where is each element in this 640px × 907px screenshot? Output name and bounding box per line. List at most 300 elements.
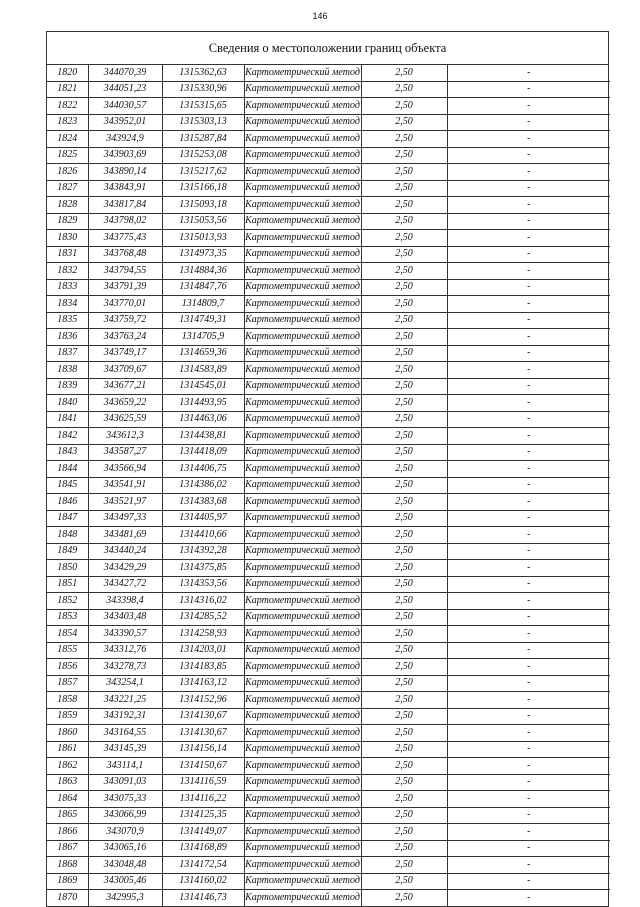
- y-coordinate-cell: 1314172,54: [162, 857, 244, 874]
- x-coordinate-cell: 343566,94: [88, 461, 162, 478]
- table-row: [47, 180, 610, 197]
- accuracy-cell: 2,50: [361, 642, 447, 659]
- method-cell: Картометрический метод: [244, 197, 361, 214]
- accuracy-cell: 2,50: [361, 378, 447, 395]
- method-cell: Картометрический метод: [244, 180, 361, 197]
- method-cell: Картометрический метод: [244, 659, 361, 676]
- x-coordinate-cell: 343398,4: [88, 593, 162, 610]
- y-coordinate-cell: 1314583,89: [162, 362, 244, 379]
- note-cell: -: [447, 147, 610, 164]
- x-coordinate-cell: 343427,72: [88, 576, 162, 593]
- note-cell: -: [447, 246, 610, 263]
- method-cell: Картометрический метод: [244, 230, 361, 247]
- point-number-cell: 1833: [47, 279, 88, 296]
- point-number-cell: 1841: [47, 411, 88, 428]
- accuracy-cell: 2,50: [361, 857, 447, 874]
- y-coordinate-cell: 1315362,63: [162, 65, 244, 81]
- method-cell: Картометрический метод: [244, 98, 361, 115]
- accuracy-cell: 2,50: [361, 131, 447, 148]
- note-cell: -: [447, 642, 610, 659]
- table-row: [47, 411, 610, 428]
- note-cell: -: [447, 609, 610, 626]
- note-cell: -: [447, 527, 610, 544]
- accuracy-cell: 2,50: [361, 725, 447, 742]
- note-cell: -: [447, 81, 610, 98]
- x-coordinate-cell: 343403,48: [88, 609, 162, 626]
- point-number-cell: 1865: [47, 807, 88, 824]
- point-number-cell: 1853: [47, 609, 88, 626]
- method-cell: Картометрический метод: [244, 147, 361, 164]
- table-row: [47, 65, 610, 81]
- note-cell: -: [447, 180, 610, 197]
- point-number-cell: 1828: [47, 197, 88, 214]
- method-cell: Картометрический метод: [244, 164, 361, 181]
- point-number-cell: 1829: [47, 213, 88, 230]
- point-number-cell: 1839: [47, 378, 88, 395]
- y-coordinate-cell: 1314116,22: [162, 791, 244, 808]
- y-coordinate-cell: 1314160,02: [162, 873, 244, 890]
- table-row: [47, 609, 610, 626]
- method-cell: Картометрический метод: [244, 296, 361, 313]
- y-coordinate-cell: 1314146,73: [162, 890, 244, 906]
- x-coordinate-cell: 343612,3: [88, 428, 162, 445]
- accuracy-cell: 2,50: [361, 362, 447, 379]
- method-cell: Картометрический метод: [244, 312, 361, 329]
- accuracy-cell: 2,50: [361, 659, 447, 676]
- note-cell: -: [447, 411, 610, 428]
- accuracy-cell: 2,50: [361, 246, 447, 263]
- x-coordinate-cell: 343709,67: [88, 362, 162, 379]
- point-number-cell: 1825: [47, 147, 88, 164]
- table-row: [47, 197, 610, 214]
- note-cell: -: [447, 758, 610, 775]
- y-coordinate-cell: 1314973,35: [162, 246, 244, 263]
- x-coordinate-cell: 343390,57: [88, 626, 162, 643]
- note-cell: -: [447, 164, 610, 181]
- point-number-cell: 1858: [47, 692, 88, 709]
- point-number-cell: 1823: [47, 114, 88, 131]
- table-row: [47, 296, 610, 313]
- y-coordinate-cell: 1314152,96: [162, 692, 244, 709]
- accuracy-cell: 2,50: [361, 197, 447, 214]
- accuracy-cell: 2,50: [361, 230, 447, 247]
- point-number-cell: 1852: [47, 593, 88, 610]
- y-coordinate-cell: 1314375,85: [162, 560, 244, 577]
- y-coordinate-cell: 1314203,01: [162, 642, 244, 659]
- point-number-cell: 1864: [47, 791, 88, 808]
- x-coordinate-cell: 343659,22: [88, 395, 162, 412]
- accuracy-cell: 2,50: [361, 345, 447, 362]
- accuracy-cell: 2,50: [361, 576, 447, 593]
- y-coordinate-cell: 1314847,76: [162, 279, 244, 296]
- table-row: [47, 659, 610, 676]
- x-coordinate-cell: 343770,01: [88, 296, 162, 313]
- table-row: [47, 444, 610, 461]
- table-row: [47, 131, 610, 148]
- x-coordinate-cell: 343312,76: [88, 642, 162, 659]
- x-coordinate-cell: 343625,59: [88, 411, 162, 428]
- accuracy-cell: 2,50: [361, 411, 447, 428]
- point-number-cell: 1821: [47, 81, 88, 98]
- note-cell: -: [447, 593, 610, 610]
- table-row: [47, 890, 610, 906]
- y-coordinate-cell: 1314353,56: [162, 576, 244, 593]
- point-number-cell: 1838: [47, 362, 88, 379]
- x-coordinate-cell: 343843,91: [88, 180, 162, 197]
- point-number-cell: 1835: [47, 312, 88, 329]
- table-row: [47, 741, 610, 758]
- y-coordinate-cell: 1314884,36: [162, 263, 244, 280]
- note-cell: -: [447, 345, 610, 362]
- accuracy-cell: 2,50: [361, 609, 447, 626]
- x-coordinate-cell: 343798,02: [88, 213, 162, 230]
- note-cell: -: [447, 213, 610, 230]
- y-coordinate-cell: 1314705,9: [162, 329, 244, 346]
- x-coordinate-cell: 343254,1: [88, 675, 162, 692]
- note-cell: -: [447, 197, 610, 214]
- y-coordinate-cell: 1314316,02: [162, 593, 244, 610]
- method-cell: Картометрический метод: [244, 675, 361, 692]
- accuracy-cell: 2,50: [361, 675, 447, 692]
- x-coordinate-cell: 343005,46: [88, 873, 162, 890]
- table-row: [47, 840, 610, 857]
- method-cell: Картометрический метод: [244, 378, 361, 395]
- method-cell: Картометрический метод: [244, 807, 361, 824]
- method-cell: Картометрический метод: [244, 642, 361, 659]
- x-coordinate-cell: 343749,17: [88, 345, 162, 362]
- note-cell: -: [447, 378, 610, 395]
- accuracy-cell: 2,50: [361, 807, 447, 824]
- point-number-cell: 1827: [47, 180, 88, 197]
- point-number-cell: 1866: [47, 824, 88, 841]
- point-number-cell: 1837: [47, 345, 88, 362]
- y-coordinate-cell: 1314156,14: [162, 741, 244, 758]
- y-coordinate-cell: 1314130,67: [162, 725, 244, 742]
- x-coordinate-cell: 343065,16: [88, 840, 162, 857]
- y-coordinate-cell: 1315315,65: [162, 98, 244, 115]
- accuracy-cell: 2,50: [361, 477, 447, 494]
- method-cell: Картометрический метод: [244, 114, 361, 131]
- y-coordinate-cell: 1314386,02: [162, 477, 244, 494]
- point-number-cell: 1834: [47, 296, 88, 313]
- note-cell: -: [447, 312, 610, 329]
- accuracy-cell: 2,50: [361, 560, 447, 577]
- table-row: [47, 230, 610, 247]
- note-cell: -: [447, 692, 610, 709]
- note-cell: -: [447, 296, 610, 313]
- accuracy-cell: 2,50: [361, 873, 447, 890]
- method-cell: Картометрический метод: [244, 345, 361, 362]
- method-cell: Картометрический метод: [244, 626, 361, 643]
- point-number-cell: 1847: [47, 510, 88, 527]
- accuracy-cell: 2,50: [361, 114, 447, 131]
- accuracy-cell: 2,50: [361, 890, 447, 906]
- table-row: [47, 725, 610, 742]
- method-cell: Картометрический метод: [244, 543, 361, 560]
- method-cell: Картометрический метод: [244, 725, 361, 742]
- note-cell: -: [447, 725, 610, 742]
- x-coordinate-cell: 343429,29: [88, 560, 162, 577]
- method-cell: Картометрический метод: [244, 65, 361, 81]
- note-cell: -: [447, 741, 610, 758]
- method-cell: Картометрический метод: [244, 477, 361, 494]
- note-cell: -: [447, 543, 610, 560]
- x-coordinate-cell: 343794,55: [88, 263, 162, 280]
- point-number-cell: 1840: [47, 395, 88, 412]
- table-row: [47, 560, 610, 577]
- y-coordinate-cell: 1315053,56: [162, 213, 244, 230]
- method-cell: Картометрический метод: [244, 510, 361, 527]
- note-cell: -: [447, 98, 610, 115]
- table-row: [47, 774, 610, 791]
- y-coordinate-cell: 1315013,93: [162, 230, 244, 247]
- y-coordinate-cell: 1314438,81: [162, 428, 244, 445]
- point-number-cell: 1843: [47, 444, 88, 461]
- method-cell: Картометрический метод: [244, 131, 361, 148]
- y-coordinate-cell: 1314406,75: [162, 461, 244, 478]
- y-coordinate-cell: 1315330,96: [162, 81, 244, 98]
- y-coordinate-cell: 1314163,12: [162, 675, 244, 692]
- table-row: [47, 461, 610, 478]
- x-coordinate-cell: 343070,9: [88, 824, 162, 841]
- table-row: [47, 576, 610, 593]
- accuracy-cell: 2,50: [361, 279, 447, 296]
- accuracy-cell: 2,50: [361, 527, 447, 544]
- table-row: [47, 279, 610, 296]
- note-cell: -: [447, 263, 610, 280]
- point-number-cell: 1868: [47, 857, 88, 874]
- table-row: [47, 147, 610, 164]
- method-cell: Картометрический метод: [244, 692, 361, 709]
- coordinates-table-body: [47, 65, 610, 906]
- table-row: [47, 543, 610, 560]
- accuracy-cell: 2,50: [361, 824, 447, 841]
- y-coordinate-cell: 1314493,95: [162, 395, 244, 412]
- x-coordinate-cell: 344051,23: [88, 81, 162, 98]
- y-coordinate-cell: 1314392,28: [162, 543, 244, 560]
- method-cell: Картометрический метод: [244, 444, 361, 461]
- x-coordinate-cell: 343066,99: [88, 807, 162, 824]
- x-coordinate-cell: 343192,31: [88, 708, 162, 725]
- x-coordinate-cell: 343587,27: [88, 444, 162, 461]
- note-cell: -: [447, 824, 610, 841]
- y-coordinate-cell: 1314463,06: [162, 411, 244, 428]
- x-coordinate-cell: 343768,48: [88, 246, 162, 263]
- point-number-cell: 1859: [47, 708, 88, 725]
- point-number-cell: 1822: [47, 98, 88, 115]
- x-coordinate-cell: 343521,97: [88, 494, 162, 511]
- accuracy-cell: 2,50: [361, 444, 447, 461]
- y-coordinate-cell: 1314410,66: [162, 527, 244, 544]
- point-number-cell: 1850: [47, 560, 88, 577]
- method-cell: Картометрический метод: [244, 758, 361, 775]
- accuracy-cell: 2,50: [361, 147, 447, 164]
- accuracy-cell: 2,50: [361, 428, 447, 445]
- point-number-cell: 1856: [47, 659, 88, 676]
- accuracy-cell: 2,50: [361, 395, 447, 412]
- accuracy-cell: 2,50: [361, 164, 447, 181]
- point-number-cell: 1861: [47, 741, 88, 758]
- table-row: [47, 708, 610, 725]
- note-cell: -: [447, 675, 610, 692]
- x-coordinate-cell: 343164,55: [88, 725, 162, 742]
- y-coordinate-cell: 1314749,31: [162, 312, 244, 329]
- accuracy-cell: 2,50: [361, 494, 447, 511]
- accuracy-cell: 2,50: [361, 65, 447, 81]
- y-coordinate-cell: 1315287,84: [162, 131, 244, 148]
- y-coordinate-cell: 1314150,67: [162, 758, 244, 775]
- note-cell: -: [447, 510, 610, 527]
- point-number-cell: 1842: [47, 428, 88, 445]
- point-number-cell: 1824: [47, 131, 88, 148]
- note-cell: -: [447, 890, 610, 906]
- accuracy-cell: 2,50: [361, 510, 447, 527]
- point-number-cell: 1855: [47, 642, 88, 659]
- point-number-cell: 1870: [47, 890, 88, 906]
- y-coordinate-cell: 1314125,35: [162, 807, 244, 824]
- y-coordinate-cell: 1315253,08: [162, 147, 244, 164]
- table-row: [47, 81, 610, 98]
- x-coordinate-cell: 343791,39: [88, 279, 162, 296]
- table-row: [47, 362, 610, 379]
- table-row: [47, 378, 610, 395]
- x-coordinate-cell: 343541,91: [88, 477, 162, 494]
- x-coordinate-cell: 343091,03: [88, 774, 162, 791]
- method-cell: Картометрический метод: [244, 213, 361, 230]
- table-row: [47, 692, 610, 709]
- point-number-cell: 1848: [47, 527, 88, 544]
- x-coordinate-cell: 343890,14: [88, 164, 162, 181]
- method-cell: Картометрический метод: [244, 890, 361, 906]
- y-coordinate-cell: 1315093,18: [162, 197, 244, 214]
- x-coordinate-cell: 344030,57: [88, 98, 162, 115]
- y-coordinate-cell: 1314183,85: [162, 659, 244, 676]
- method-cell: Картометрический метод: [244, 593, 361, 610]
- y-coordinate-cell: 1314258,93: [162, 626, 244, 643]
- method-cell: Картометрический метод: [244, 560, 361, 577]
- y-coordinate-cell: 1314659,36: [162, 345, 244, 362]
- note-cell: -: [447, 807, 610, 824]
- method-cell: Картометрический метод: [244, 395, 361, 412]
- x-coordinate-cell: 343481,69: [88, 527, 162, 544]
- y-coordinate-cell: 1314545,01: [162, 378, 244, 395]
- table-row: [47, 857, 610, 874]
- method-cell: Картометрический метод: [244, 362, 361, 379]
- y-coordinate-cell: 1314809,7: [162, 296, 244, 313]
- table-row: [47, 329, 610, 346]
- method-cell: Картометрический метод: [244, 791, 361, 808]
- note-cell: -: [447, 708, 610, 725]
- table-title: Сведения о местоположении границ объекта: [47, 32, 608, 65]
- note-cell: -: [447, 329, 610, 346]
- x-coordinate-cell: 343145,39: [88, 741, 162, 758]
- point-number-cell: 1830: [47, 230, 88, 247]
- y-coordinate-cell: 1315303,13: [162, 114, 244, 131]
- y-coordinate-cell: 1314418,09: [162, 444, 244, 461]
- note-cell: -: [447, 65, 610, 81]
- table-row: [47, 593, 610, 610]
- x-coordinate-cell: 343924,9: [88, 131, 162, 148]
- method-cell: Картометрический метод: [244, 873, 361, 890]
- table-row: [47, 213, 610, 230]
- y-coordinate-cell: 1315217,62: [162, 164, 244, 181]
- point-number-cell: 1863: [47, 774, 88, 791]
- x-coordinate-cell: 343775,43: [88, 230, 162, 247]
- point-number-cell: 1836: [47, 329, 88, 346]
- note-cell: -: [447, 840, 610, 857]
- point-number-cell: 1860: [47, 725, 88, 742]
- y-coordinate-cell: 1314130,67: [162, 708, 244, 725]
- note-cell: -: [447, 659, 610, 676]
- note-cell: -: [447, 114, 610, 131]
- note-cell: -: [447, 461, 610, 478]
- method-cell: Картометрический метод: [244, 279, 361, 296]
- method-cell: Картометрический метод: [244, 774, 361, 791]
- table-row: [47, 395, 610, 412]
- y-coordinate-cell: 1314285,52: [162, 609, 244, 626]
- note-cell: -: [447, 494, 610, 511]
- point-number-cell: 1832: [47, 263, 88, 280]
- accuracy-cell: 2,50: [361, 98, 447, 115]
- accuracy-cell: 2,50: [361, 263, 447, 280]
- note-cell: -: [447, 230, 610, 247]
- coordinates-table: [47, 65, 610, 906]
- y-coordinate-cell: 1314383,68: [162, 494, 244, 511]
- note-cell: -: [447, 279, 610, 296]
- note-cell: -: [447, 395, 610, 412]
- accuracy-cell: 2,50: [361, 312, 447, 329]
- note-cell: -: [447, 444, 610, 461]
- accuracy-cell: 2,50: [361, 461, 447, 478]
- method-cell: Картометрический метод: [244, 263, 361, 280]
- method-cell: Картометрический метод: [244, 81, 361, 98]
- accuracy-cell: 2,50: [361, 840, 447, 857]
- method-cell: Картометрический метод: [244, 840, 361, 857]
- note-cell: -: [447, 477, 610, 494]
- accuracy-cell: 2,50: [361, 213, 447, 230]
- y-coordinate-cell: 1314168,89: [162, 840, 244, 857]
- point-number-cell: 1849: [47, 543, 88, 560]
- x-coordinate-cell: 343048,48: [88, 857, 162, 874]
- x-coordinate-cell: 343677,21: [88, 378, 162, 395]
- table-row: [47, 791, 610, 808]
- method-cell: Картометрический метод: [244, 527, 361, 544]
- note-cell: -: [447, 873, 610, 890]
- accuracy-cell: 2,50: [361, 593, 447, 610]
- x-coordinate-cell: 342995,3: [88, 890, 162, 906]
- method-cell: Картометрический метод: [244, 329, 361, 346]
- x-coordinate-cell: 343952,01: [88, 114, 162, 131]
- x-coordinate-cell: 343278,73: [88, 659, 162, 676]
- note-cell: -: [447, 362, 610, 379]
- method-cell: Картометрический метод: [244, 428, 361, 445]
- table-row: [47, 807, 610, 824]
- y-coordinate-cell: 1314405,97: [162, 510, 244, 527]
- x-coordinate-cell: 343075,33: [88, 791, 162, 808]
- point-number-cell: 1845: [47, 477, 88, 494]
- method-cell: Картометрический метод: [244, 576, 361, 593]
- x-coordinate-cell: 343114,1: [88, 758, 162, 775]
- note-cell: -: [447, 131, 610, 148]
- x-coordinate-cell: 343440,24: [88, 543, 162, 560]
- accuracy-cell: 2,50: [361, 81, 447, 98]
- y-coordinate-cell: 1315166,18: [162, 180, 244, 197]
- note-cell: -: [447, 576, 610, 593]
- method-cell: Картометрический метод: [244, 494, 361, 511]
- point-number-cell: 1831: [47, 246, 88, 263]
- table-row: [47, 345, 610, 362]
- note-cell: -: [447, 857, 610, 874]
